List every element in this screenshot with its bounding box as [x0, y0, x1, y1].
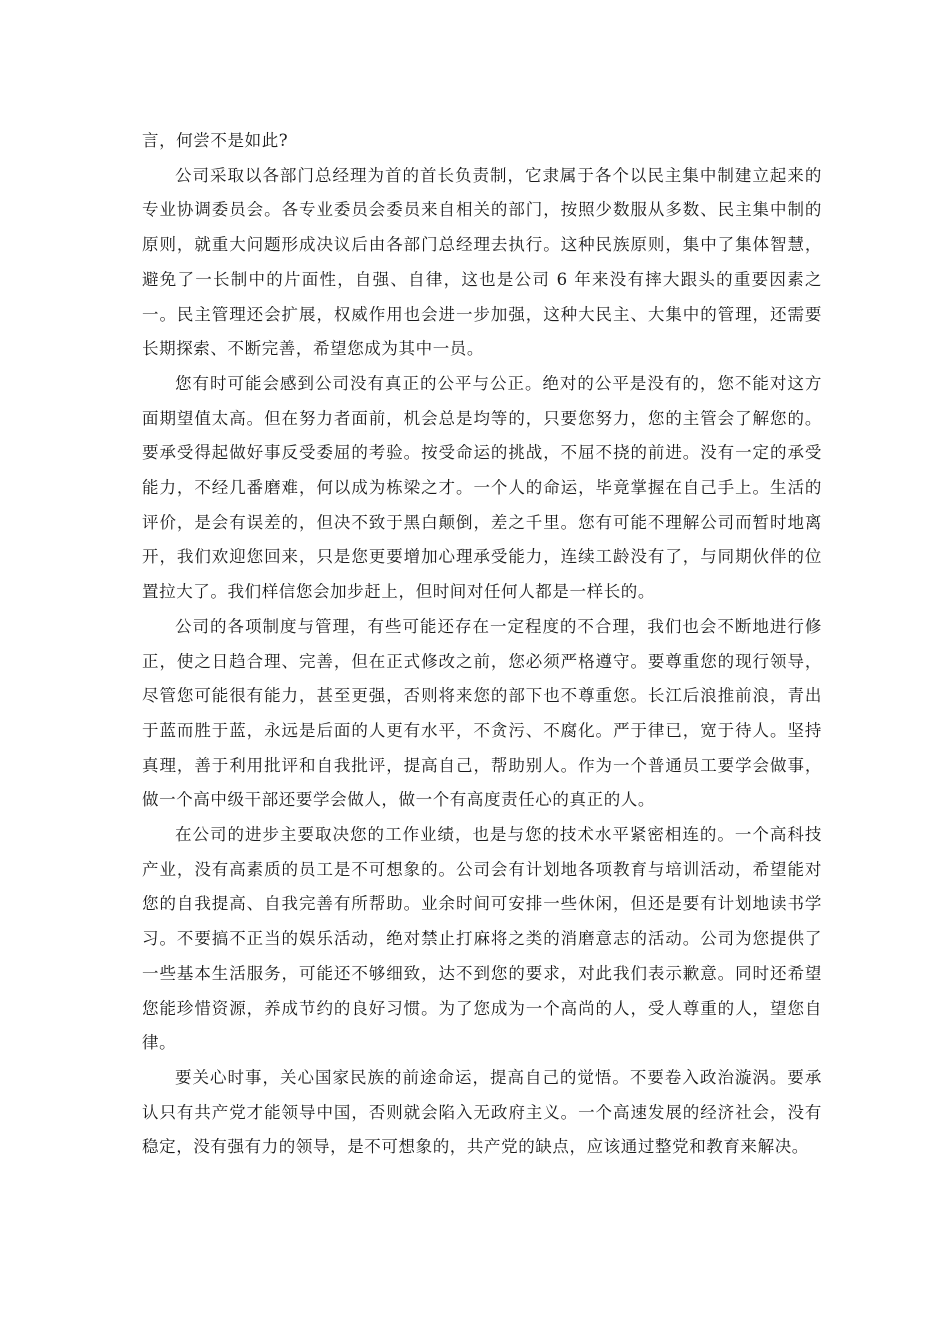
paragraph-rules-leadership: 公司的各项制度与管理，有些可能还存在一定程度的不合理，我们也会不断地进行修正，使之日趋合理、完善，但在正式修改之前，您必须严格遵守。要尊重您的现行领导，尽管您可能很有能力，甚至更强，否则将来您的部下也不尊重您。长江后浪推前浪，青出于蓝而胜于蓝，永远是后面的人更有水平，不贪污、不腐化。严于律已，宽于待人。坚持真理，善于利用批评和自我批评，提高自己，帮助别人。作为一个普通员工要学会做事，做一个高中级干部还要学会做人，做一个有高度责任心的真正的人。 [142, 616, 822, 810]
paragraph-progress-training: 在公司的进步主要取决您的工作业绩，也是与您的技术水平紧密相连的。一个高科技产业，没有高素质的员工是不可想象的。公司会有计划地各项教育与培训活动，希望能对您的自我提高、自我完善有所帮助。业余时间可安排一些休闲，但还是要有计划地读书学习。不要搞不正当的娱乐活动，绝对禁止打麻将之类的消磨意志的活动。公司为您提供了一些基本生活服务，可能还不够细致，达不到您的要求，对此我们表示歉意。同时还希望您能珍惜资源，养成节约的良好习惯。为了您成为一个高尚的人，受人尊重的人，望您自律。 [142, 825, 822, 1053]
document-body [142, 124, 822, 1165]
paragraph-management-system: 公司采取以各部门总经理为首的首长负责制，它隶属于各个以民主集中制建立起来的专业协调委员会。各专业委员会委员来自相关的部门，按照少数服从多数、民主集中制的原则，就重大问题形成决议后由各部门总经理去执行。这种民族原则，集中了集体智慧，避免了一长制中的片面性，自强、自律，这也是公司 6 年来没有摔大跟头的重要因素之一。民主管理还会扩展，权威作用也会进一步加强，这种大民主、大集中的管理，还需要长期探索、不断完善，希望您成为其中一员。 [142, 165, 822, 359]
paragraph-fairness: 您有时可能会感到公司没有真正的公平与公正。绝对的公平是没有的，您不能对这方面期望值太高。但在努力者面前，机会总是均等的，只要您努力，您的主管会了解您的。要承受得起做好事反受委屈的考验。按受命运的挑战，不屈不挠的前进。没有一定的承受能力，不经几番磨难，何以成为栋梁之才。一个人的命运，毕竟掌握在自己手上。生活的评价，是会有误差的，但决不致于黑白颠倒，差之千里。您有可能不理解公司而暂时地离开，我们欢迎您回来，只是您更要增加心理承受能力，连续工龄没有了，与同期伙伴的位置拉大了。我们样信您会加步赶上，但时间对任何人都是一样长的。 [142, 373, 822, 602]
paragraph-continuation: 言，何尝不是如此? [142, 131, 289, 150]
paragraph-current-affairs: 要关心时事，关心国家民族的前途命运，提高自己的觉悟。不要卷入政治漩涡。要承认只有共产党才能领导中国，否则就会陷入无政府主义。一个高速发展的经济社会，没有稳定，没有强有力的领导，是不可想象的，共产党的缺点，应该通过整党和教育来解决。 [142, 1067, 822, 1157]
